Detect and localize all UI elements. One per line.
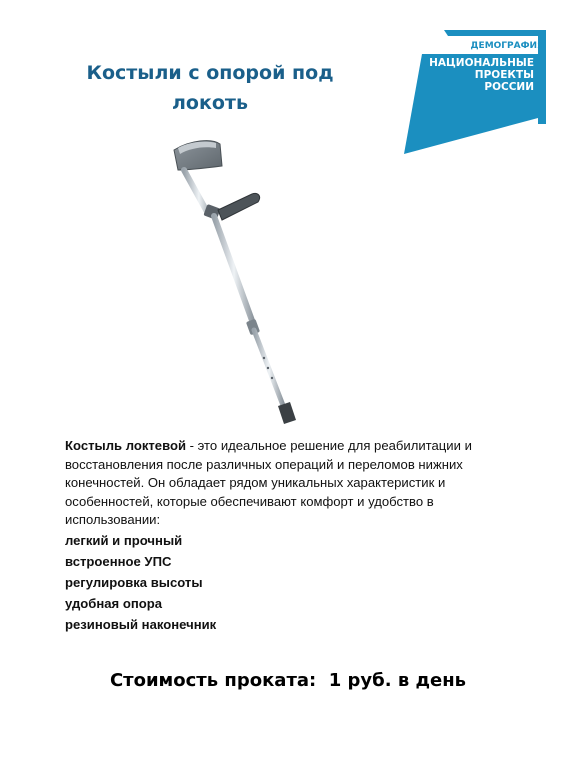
logo-line-3: РОССИИ xyxy=(484,81,534,93)
logo-top-label: ДЕМОГРАФИЯ xyxy=(470,41,544,51)
description-lead: Костыль локтевой xyxy=(65,438,187,453)
logo-line-2: ПРОЕКТЫ xyxy=(474,69,534,81)
feature-item: регулировка высоты xyxy=(65,575,203,590)
page-title xyxy=(60,58,360,118)
crutch-image xyxy=(160,136,320,432)
elbow-crutch-icon xyxy=(160,136,320,432)
feature-item: легкий и прочный xyxy=(65,533,183,548)
rental-price: Стоимость проката: 1 руб. в день xyxy=(109,670,467,691)
description-text: - это идеальное решение для реабилитации и восстановления после различных операций и переломов нижних конечностей. Он обладает рядом уникальных характеристик и особенностей, которые обеспечивают комфорт и удобство в использовании: xyxy=(65,438,472,528)
feature-item: встроенное УПС xyxy=(65,554,172,569)
product-description xyxy=(65,437,505,530)
feature-item: резиновый наконечник xyxy=(65,617,217,632)
page-title-line-2: локоть xyxy=(172,92,248,114)
feature-list xyxy=(65,530,365,635)
logo-text xyxy=(428,57,534,93)
logo-line-1: НАЦИОНАЛЬНЫЕ xyxy=(429,57,534,69)
feature-item: удобная опора xyxy=(65,596,163,611)
national-projects-logo xyxy=(404,28,548,154)
page-title-line-1: Костыли с опорой под xyxy=(86,62,334,84)
